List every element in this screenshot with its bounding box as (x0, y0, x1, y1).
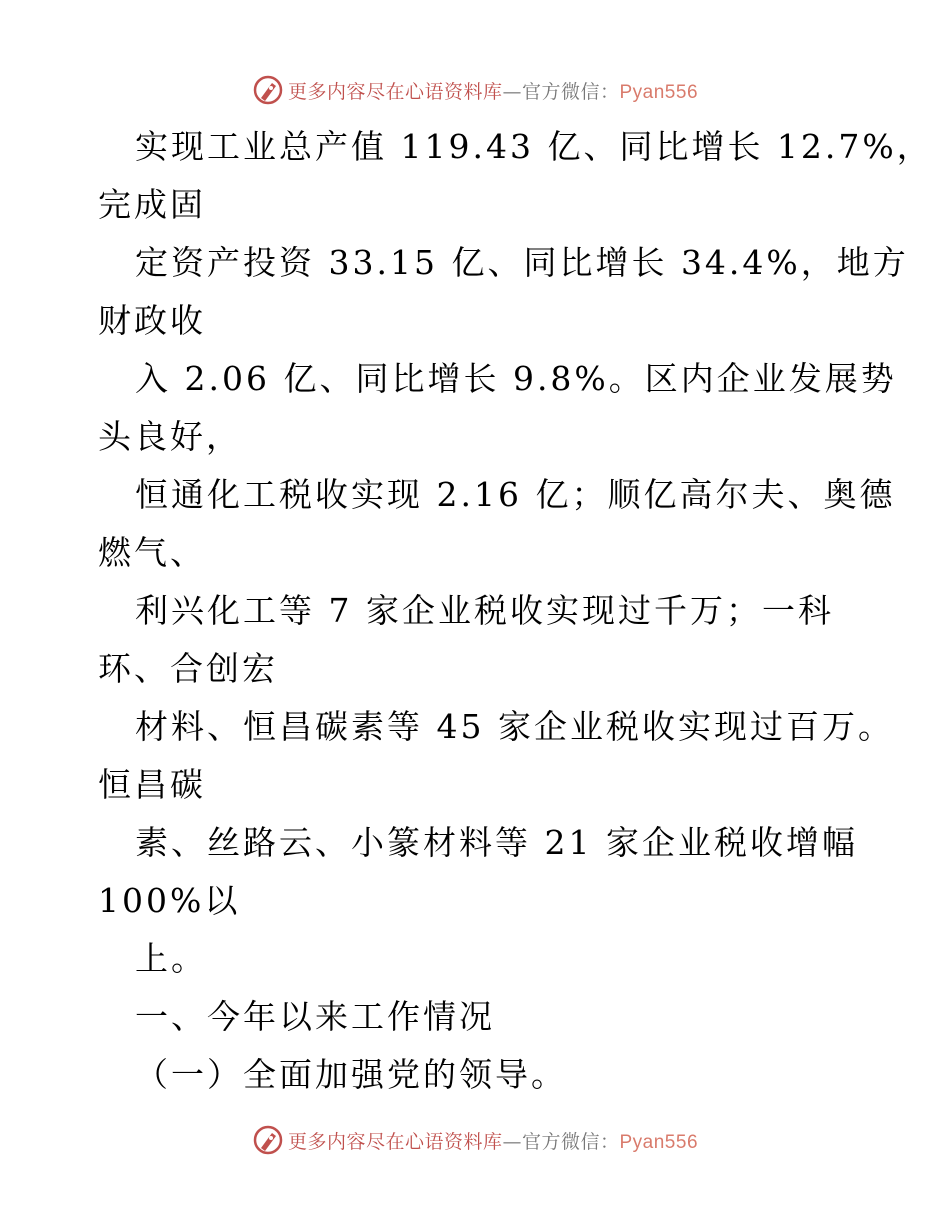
text-line: 恒通化工税收实现 2.16 亿；顺亿高尔夫、奥德 (135, 475, 896, 514)
banner-wechat-id: Pyan556 (619, 81, 699, 103)
text-line: 利兴化工等 7 家企业税收实现过千万；一科 (135, 591, 834, 630)
text-line: 材料、恒昌碳素等 45 家企业税收实现过百万。 (135, 707, 894, 746)
pen-nib-circle-icon (252, 74, 284, 106)
banner-title: 更多内容尽在心语资料库 (287, 80, 503, 103)
text-line: 上。 (135, 939, 207, 978)
text-line: 100%以 (98, 881, 241, 920)
banner-wechat-label: 官方微信： (521, 80, 620, 103)
banner-text (288, 77, 698, 104)
text-line: 实现工业总产值 119.43 亿、同比增长 12.7%， (135, 127, 933, 166)
text-line: 环、合创宏 (98, 649, 278, 688)
text-line: 素、丝路云、小篆材料等 21 家企业税收增幅 (135, 823, 858, 862)
banner-wechat-label: 官方微信： (521, 1130, 620, 1153)
section-heading: 一、今年以来工作情况 (135, 997, 495, 1036)
banner-dash: — (502, 80, 522, 103)
pen-nib-circle-icon (252, 1124, 284, 1156)
text-line: 财政收 (98, 301, 206, 340)
text-line: 燃气、 (98, 533, 206, 572)
text-line: 完成固 (98, 185, 206, 224)
text-line: 定资产投资 33.15 亿、同比增长 34.4%，地方 (135, 243, 909, 282)
text-line: 恒昌碳 (98, 765, 206, 804)
footer-banner (0, 1120, 950, 1160)
text-line: 头良好， (98, 417, 242, 456)
banner-dash: — (502, 1130, 522, 1153)
header-banner (0, 70, 950, 110)
banner-wechat-id: Pyan556 (619, 1131, 699, 1153)
text-line: 入 2.06 亿、同比增长 9.8%。区内企业发展势 (135, 359, 897, 398)
banner-text (288, 1127, 698, 1154)
subsection-heading: （一）全面加强党的领导。 (135, 1055, 567, 1094)
banner-title: 更多内容尽在心语资料库 (287, 1130, 503, 1153)
